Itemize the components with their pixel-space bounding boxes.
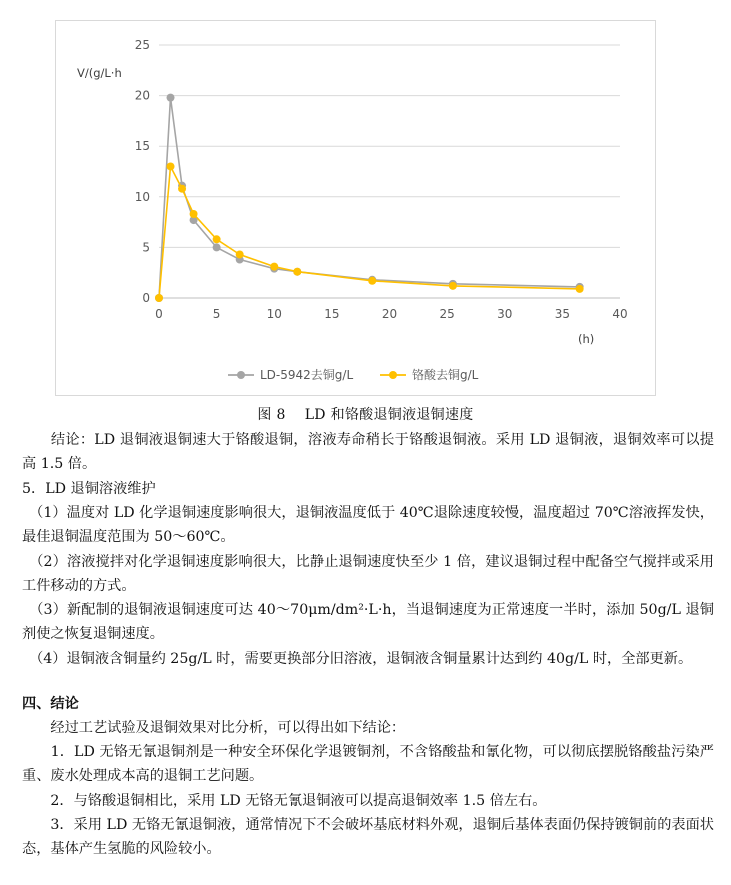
y-tick-label: 15 bbox=[134, 139, 150, 154]
series-1-point bbox=[213, 235, 221, 243]
legend-marker-1 bbox=[389, 371, 397, 379]
legend-label-1: 铬酸去铜g/L bbox=[412, 368, 479, 382]
legend-label-0: LD-5942去铜g/L bbox=[260, 368, 354, 382]
series-0-point bbox=[213, 243, 221, 251]
velocity-chart bbox=[56, 21, 655, 395]
series-line-0 bbox=[159, 98, 580, 298]
y-tick-label: 10 bbox=[134, 189, 150, 204]
conclusion-item-1: 1．LD 无铬无氰退铜剂是一种安全环保化学退镀铜剂，不含铬酸盐和氰化物，可以彻底摆脱铬酸盐污染严重、废水处理成本高的退铜工艺问题。 bbox=[22, 744, 714, 785]
y-tick-label: 5 bbox=[142, 240, 150, 255]
conclusions-intro: 经过工艺试验及退铜效果对比分析，可以得出如下结论： bbox=[22, 720, 406, 736]
maintenance-item-3: （3）新配制的退铜液退铜速度可达 40～70μm/dm²·L·h，当退铜速度为正常速度一半时，添加 50g/L 退铜剂使之恢复退铜速度。 bbox=[22, 602, 714, 643]
series-1-point bbox=[236, 250, 244, 258]
x-tick-label: 40 bbox=[612, 307, 628, 321]
x-tick-label: 15 bbox=[324, 307, 340, 321]
series-0-point bbox=[167, 94, 175, 102]
conclusion-paragraph: 结论：LD 退铜液退铜速大于铬酸退铜，溶液寿命稍长于铬酸退铜液。采用 LD 退铜液，退铜效率可以提高 1.5 倍。 bbox=[22, 432, 714, 473]
maintenance-item-1: （1）温度对 LD 化学退铜速度影响很大，退铜液温度低于 40℃退除速度较慢，温度超过 70℃溶液挥发快，最佳退铜温度范围为 50～60℃。 bbox=[22, 505, 714, 546]
series-1-point bbox=[190, 210, 198, 218]
x-tick-label: 20 bbox=[381, 307, 398, 321]
y-axis-label: V/(g/L·h bbox=[77, 66, 122, 80]
maintenance-item-4: （4）退铜液含铜量约 25g/L 时，需要更换部分旧溶液，退铜液含铜量累计达到约 40g/L 时，全部更新。 bbox=[22, 651, 693, 667]
x-tick-label: 0 bbox=[155, 307, 163, 321]
chart-frame bbox=[55, 20, 656, 396]
series-1-point bbox=[576, 285, 584, 293]
x-tick-label: 10 bbox=[266, 307, 282, 321]
series-1-point bbox=[167, 162, 175, 170]
series-1-point bbox=[270, 263, 278, 271]
section-heading-conclusions: 四、结论 bbox=[22, 696, 79, 712]
x-axis-label: (h) bbox=[578, 332, 595, 346]
series-1-point bbox=[178, 185, 186, 193]
x-tick-label: 35 bbox=[554, 307, 571, 321]
maintenance-item-2: （2）溶液搅拌对化学退铜速度影响很大，比静止退铜速度快至少 1 倍，建议退铜过程中配备空气搅拌或采用工件移动的方式。 bbox=[22, 554, 714, 595]
series-1-point bbox=[155, 294, 163, 302]
x-tick-label: 30 bbox=[497, 307, 513, 321]
legend-marker-0 bbox=[237, 371, 245, 379]
series-1-point bbox=[368, 277, 376, 285]
conclusion-item-2: 2．与铬酸退铜相比，采用 LD 无铬无氰退铜液可以提高退铜效率 1.5 倍左右。 bbox=[22, 793, 547, 809]
series-1-point bbox=[293, 268, 301, 276]
figure-caption: 图 8 LD 和铬酸退铜液退铜速度 bbox=[257, 407, 474, 423]
section-heading-maintenance: 5．LD 退铜溶液维护 bbox=[22, 481, 156, 497]
y-tick-label: 25 bbox=[134, 38, 150, 52]
y-tick-label: 20 bbox=[134, 88, 150, 103]
x-tick-label: 5 bbox=[212, 307, 221, 321]
conclusion-item-3: 3．采用 LD 无铬无氰退铜液，通常情况下不会破坏基底材料外观，退铜后基体表面仍保持镀铜前的表面状态，基体产生氢脆的风险较小。 bbox=[22, 817, 714, 858]
series-1-point bbox=[449, 282, 457, 290]
y-tick-label: 0 bbox=[142, 291, 150, 305]
x-tick-label: 25 bbox=[439, 307, 455, 321]
